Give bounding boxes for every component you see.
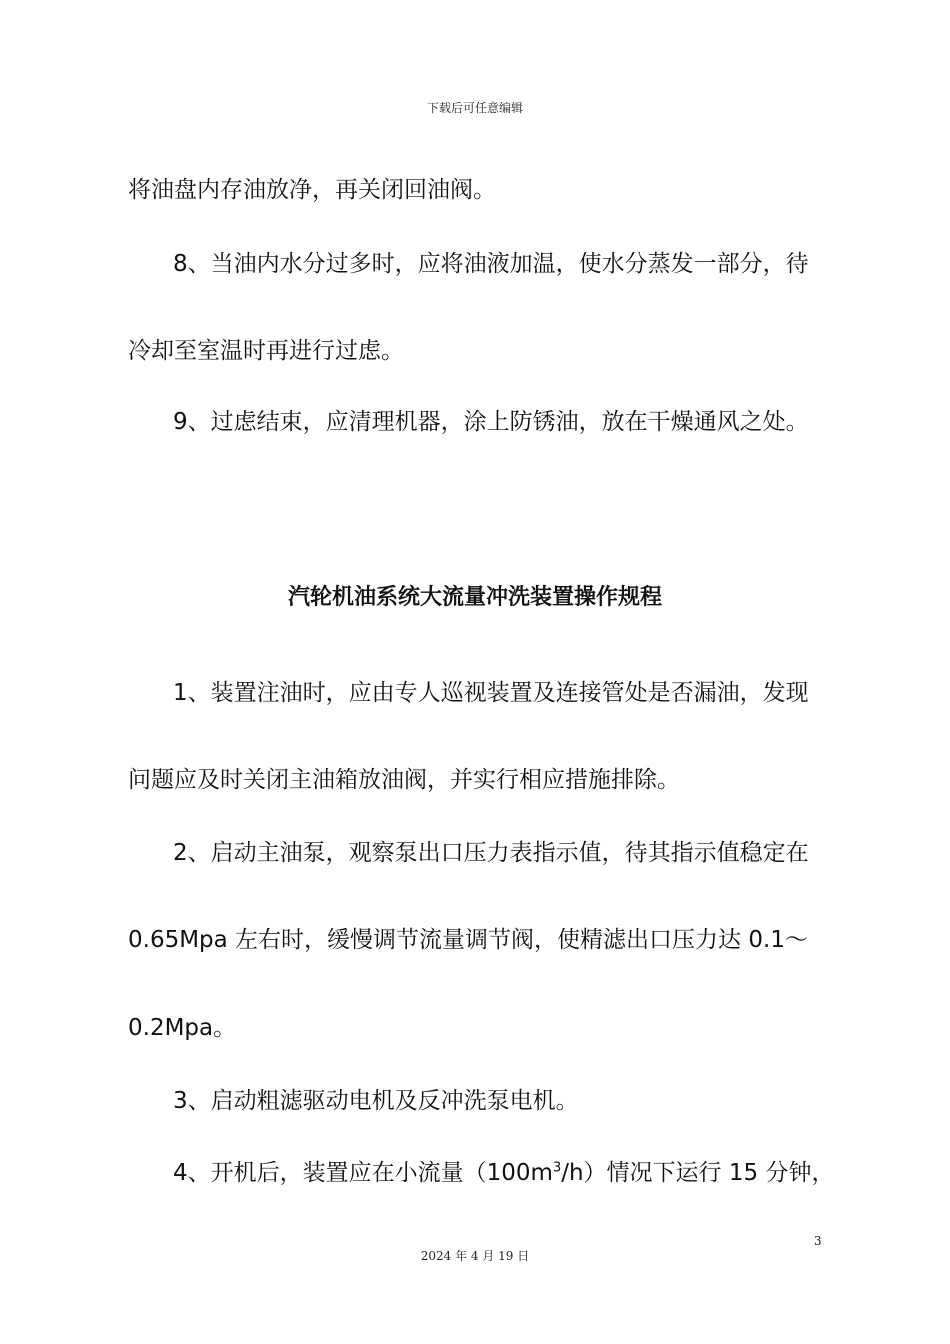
body-line-3: 冷却至室温时再进行过虑。 bbox=[128, 338, 404, 364]
body-line-4: 9、过虑结束，应清理机器，涂上防锈油，放在干燥通风之处。 bbox=[173, 409, 809, 435]
body-line-6: 问题应及时关闭主油箱放油阀，并实行相应措施排除。 bbox=[128, 767, 680, 793]
body-line-2: 8、当油内水分过多时，应将油液加温，使水分蒸发一部分，待 bbox=[173, 251, 809, 277]
body-line-8: 0.65Mpa 左右时，缓慢调节流量调节阀，使精滤出口压力达 0.1～ bbox=[128, 927, 808, 953]
body-line-11-part-b: /h）情况下运行 15 分钟， bbox=[561, 1160, 835, 1186]
body-line-9: 0.2Mpa。 bbox=[128, 1015, 237, 1041]
page-header: 下载后可任意编辑 bbox=[426, 101, 523, 115]
body-line-11 bbox=[173, 1158, 834, 1188]
page-number: 3 bbox=[814, 1234, 822, 1248]
body-line-1: 将油盘内存油放净，再关闭回油阀。 bbox=[128, 177, 496, 203]
body-line-10: 3、启动粗滤驱动电机及反冲洗泵电机。 bbox=[173, 1088, 579, 1114]
page-footer-date: 2024 年 4 月 19 日 bbox=[420, 1249, 530, 1263]
body-line-7: 2、启动主油泵，观察泵出口压力表指示值，待其指示值稳定在 bbox=[173, 840, 809, 866]
body-line-11-part-a: 4、开机后，装置应在小流量（100m bbox=[173, 1160, 553, 1186]
section-heading: 汽轮机油系统大流量冲洗装置操作规程 bbox=[287, 585, 662, 610]
superscript-3: 3 bbox=[552, 1160, 562, 1176]
body-line-5: 1、装置注油时，应由专人巡视装置及连接管处是否漏油，发现 bbox=[173, 680, 809, 706]
